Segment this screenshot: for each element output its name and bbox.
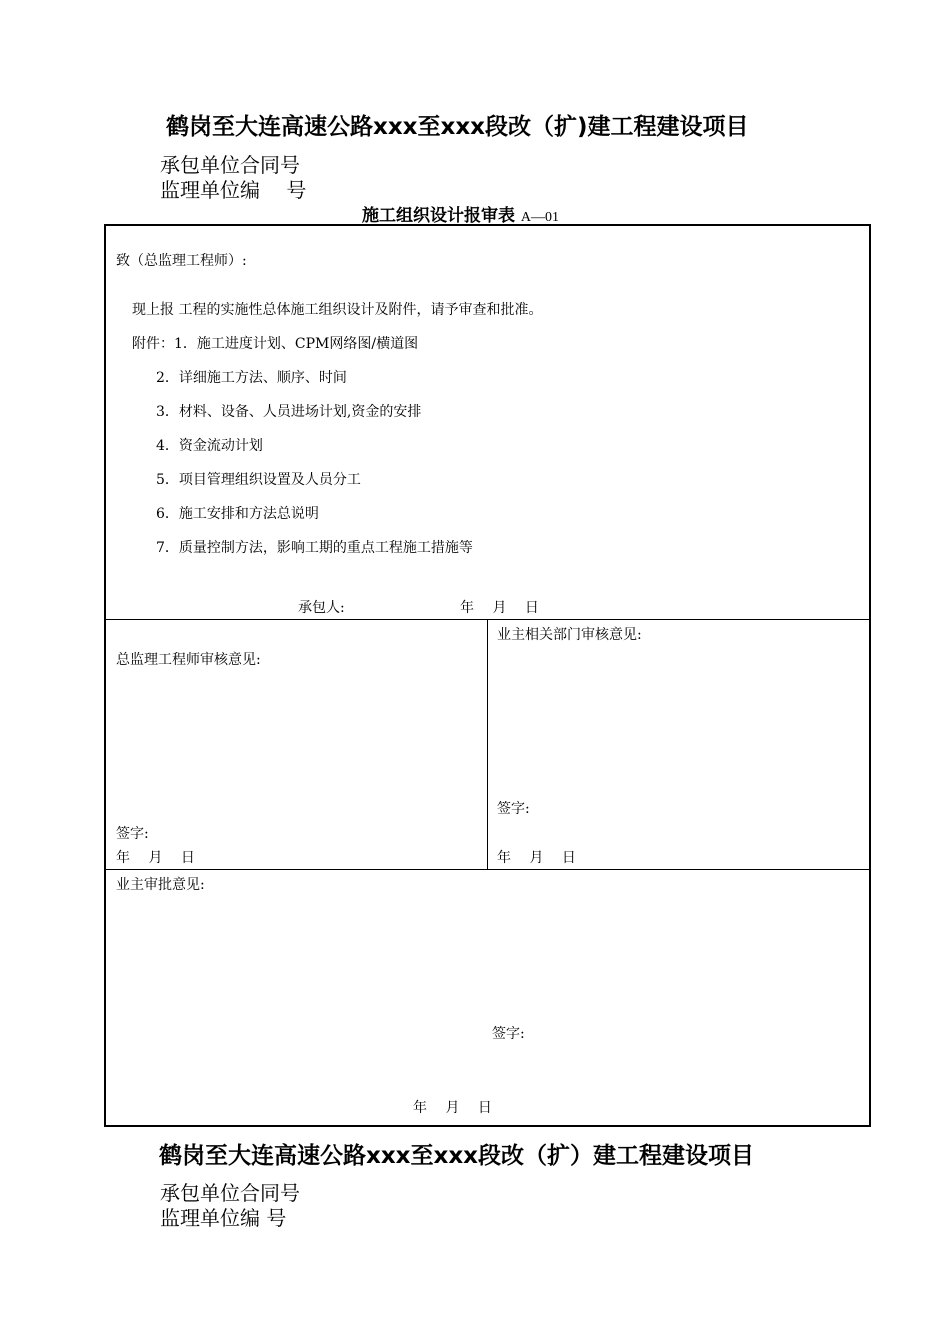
intro-text: 现上报 工程的实施性总体施工组织设计及附件，请予审查和批准。 <box>132 302 543 318</box>
addressee-line: 致（总监理工程师）: <box>116 253 247 269</box>
attachment-item-6: 6．施工安排和方法总说明 <box>156 506 319 522</box>
footer-title: 鹤岗至大连高速公路xxx至xxx段改（扩）建工程建设项目 <box>159 1143 755 1169</box>
footer-contractor-contract-number: 承包单位合同号 <box>160 1181 300 1205</box>
attachment-item-4: 4．资金流动计划 <box>156 438 263 454</box>
column-divider <box>487 619 488 869</box>
owner-department-signature: 签字: <box>497 801 530 817</box>
form-code: A—01 <box>520 210 560 225</box>
footer-supervisor-number: 监理单位编 号 <box>160 1206 287 1230</box>
owner-department-opinion-label: 业主相关部门审核意见: <box>497 627 642 643</box>
attachment-item-1: 附件：1．施工进度计划、CPM网络图/横道图 <box>132 336 419 352</box>
row-divider-2 <box>106 869 869 870</box>
contractor-contract-number-label: 承包单位合同号 <box>160 153 300 177</box>
chief-engineer-opinion-label: 总监理工程师审核意见: <box>116 652 261 668</box>
attachment-item-2: 2．详细施工方法、顺序、时间 <box>156 370 347 386</box>
chief-engineer-signature: 签字: <box>116 826 149 842</box>
contractor-label: 承包人: <box>298 600 345 616</box>
form-title-text: 施工组织设计报审表 <box>362 206 515 226</box>
owner-date: 年 月 日 <box>413 1100 492 1116</box>
attachment-item-7: 7．质量控制方法，影响工期的重点工程施工措施等 <box>156 540 473 556</box>
supervisor-number-label: 监理单位编 号 <box>160 178 307 202</box>
attachment-item-5: 5．项目管理组织设置及人员分工 <box>156 472 361 488</box>
contractor-date: 年 月 日 <box>460 600 539 616</box>
owner-department-date: 年 月 日 <box>497 850 576 866</box>
owner-approval-label: 业主审批意见: <box>116 877 205 893</box>
owner-signature: 签字: <box>492 1026 525 1042</box>
attachment-item-3: 3．材料、设备、人员进场计划,资金的安排 <box>156 404 422 420</box>
page-title: 鹤岗至大连高速公路xxx至xxx段改（扩)建工程建设项目 <box>166 114 749 140</box>
form-title <box>362 201 559 226</box>
form-table <box>104 224 871 1127</box>
chief-engineer-date: 年 月 日 <box>116 850 195 866</box>
